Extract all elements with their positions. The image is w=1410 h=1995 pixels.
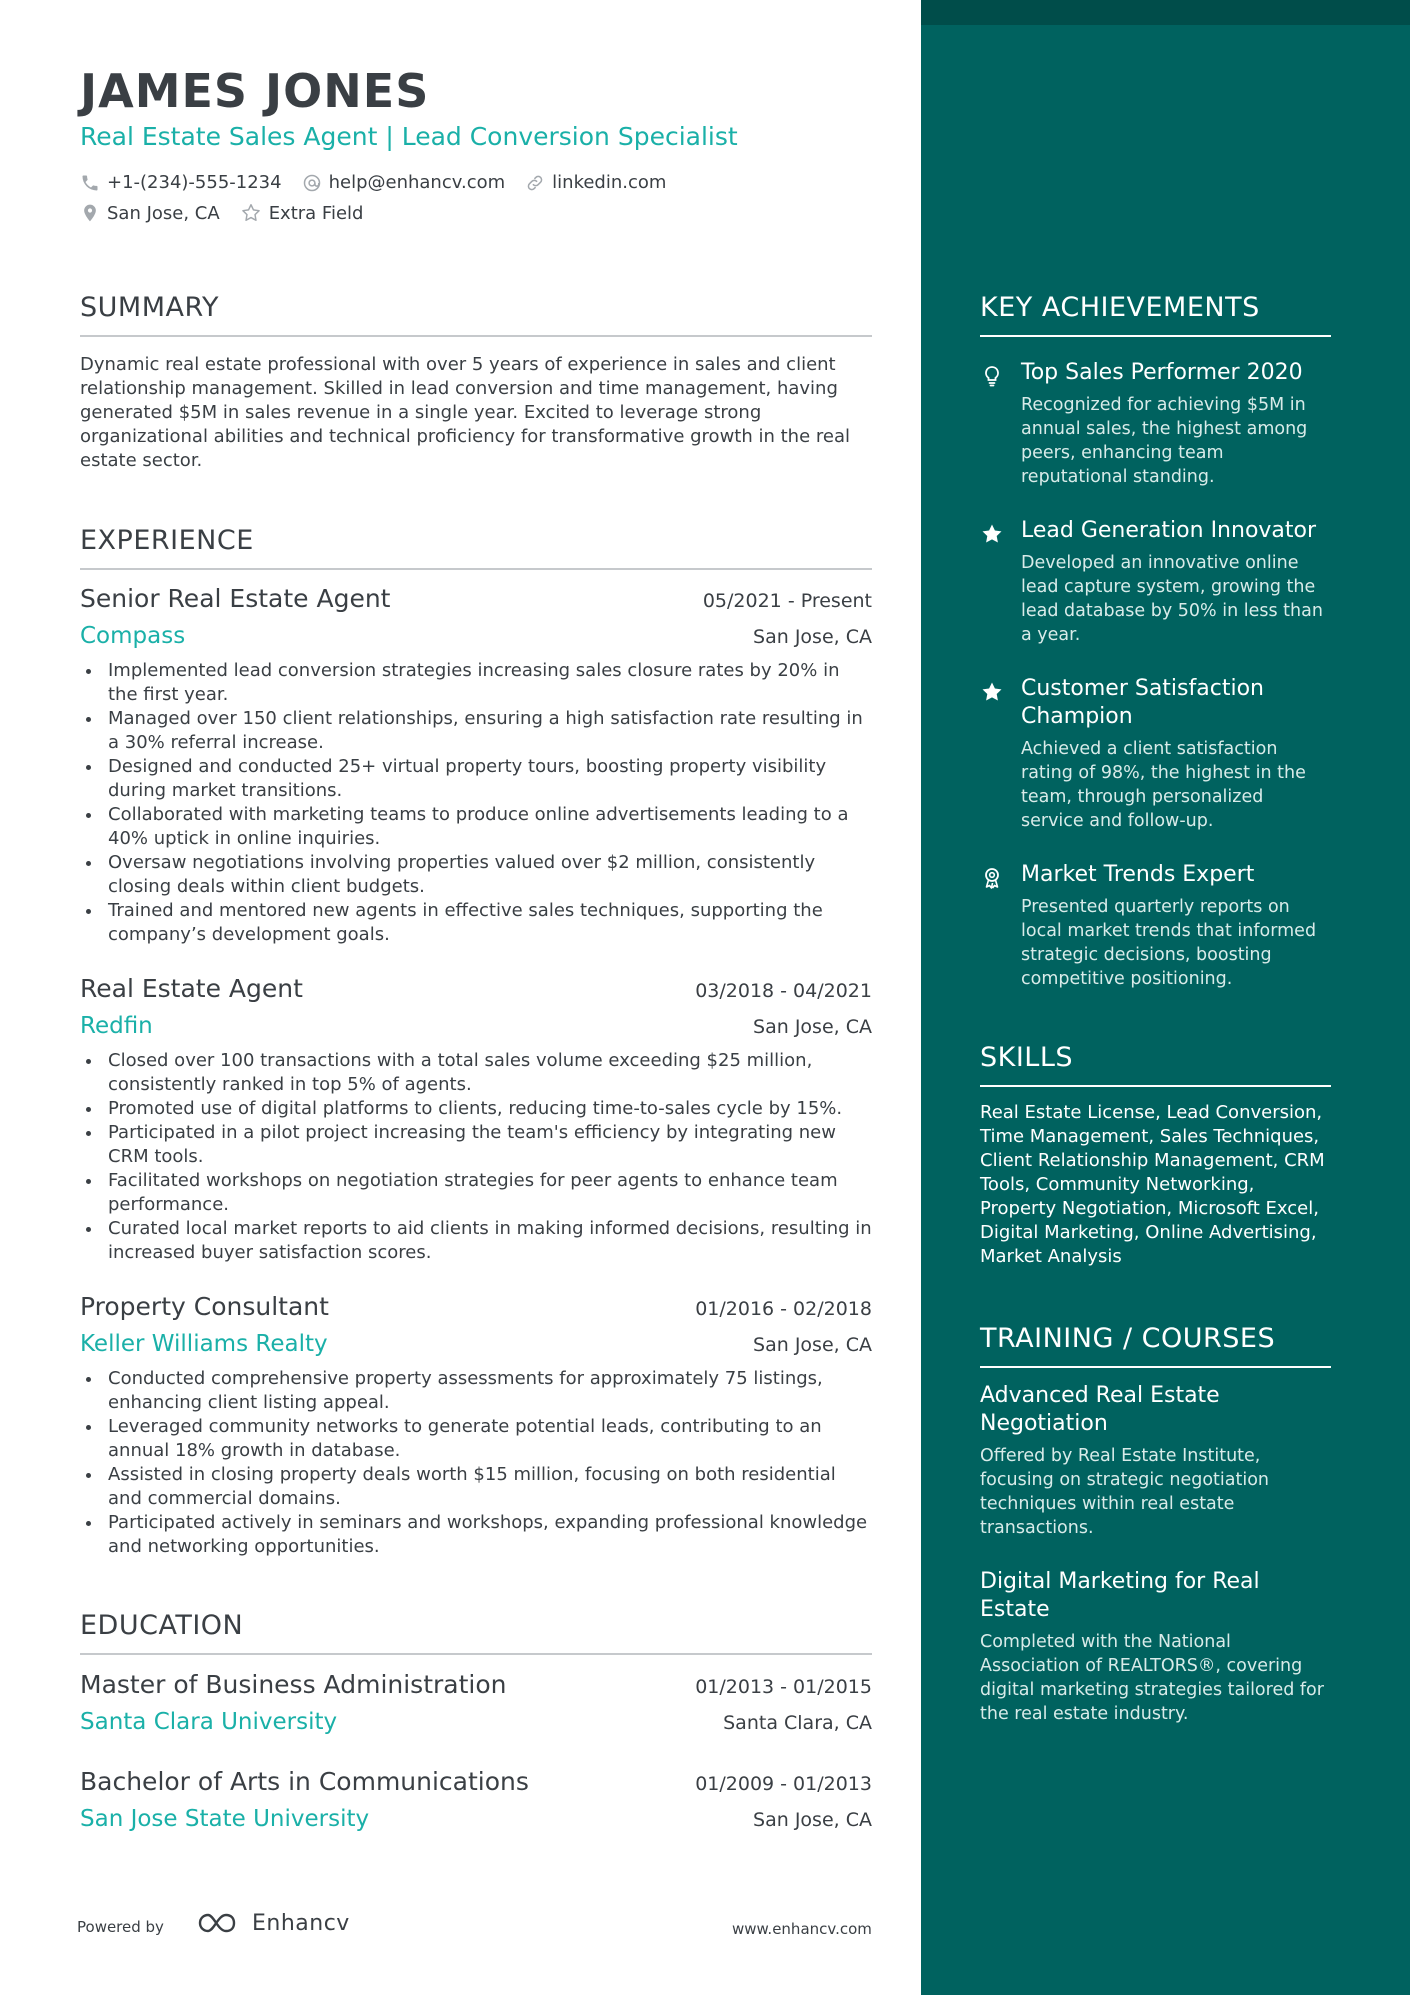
contact-extra (240, 202, 364, 224)
job-title: Property Consultant (80, 1292, 329, 1321)
achievement-desc: Presented quarterly reports on local market trends that informed strategic decisions, boosting competitive positioning. (1021, 897, 1317, 989)
contact-email[interactable] (302, 172, 506, 193)
bullet-item: Designed and conducted 25+ virtual property tours, boosting property visibility during market transitions. (80, 755, 872, 803)
course-item (980, 1568, 1331, 1726)
job-entry-1 (80, 584, 872, 947)
contact-location (80, 203, 220, 224)
star-icon (980, 680, 1004, 704)
job-title: Senior Real Estate Agent (80, 584, 391, 613)
job-company: Keller Williams Realty (80, 1331, 328, 1357)
bullet-item: Oversaw negotiations involving properties valued over $2 million, consistently closing deals within client budgets. (80, 851, 872, 899)
achievement-item (980, 675, 1331, 833)
sidebar-top-band (921, 0, 1410, 25)
job-company: Compass (80, 623, 186, 649)
job-entry-3 (80, 1292, 872, 1559)
summary-heading: SUMMARY (80, 292, 872, 337)
bullet-item: Participated in a pilot project increasing the team's efficiency by integrating new CRM tools. (80, 1121, 872, 1169)
education-entry-1 (80, 1670, 872, 1735)
skills-section (980, 1042, 1331, 1269)
footer-url[interactable]: www.enhancv.com (732, 1920, 872, 1938)
job-location: San Jose, CA (753, 1334, 872, 1356)
phone-icon (80, 173, 100, 193)
education-date: 01/2013 - 01/2015 (695, 1676, 872, 1698)
education-heading: EDUCATION (80, 1610, 872, 1655)
skills-list: Real Estate License, Lead Conversion, Time Management, Sales Techniques, Client Relationship Management, CRM Tools, Community Networking, Property Negotiation, Microsoft Excel, Digital Marketing, Online Advertising, Market Analysis (980, 1102, 1325, 1267)
candidate-headline: Real Estate Sales Agent | Lead Conversion Specialist (80, 122, 738, 151)
achievement-title: Lead Generation Innovator (1021, 518, 1317, 543)
sidebar (921, 0, 1410, 1995)
bullet-item: Promoted use of digital platforms to clients, reducing time-to-sales cycle by 15%. (80, 1097, 872, 1121)
job-date: 01/2016 - 02/2018 (695, 1298, 872, 1320)
bullet-item: Implemented lead conversion strategies increasing sales closure rates by 20% in the first year. (80, 659, 872, 707)
job-date: 05/2021 - Present (702, 590, 872, 612)
achievement-desc: Developed an innovative online lead capture system, growing the lead database by 50% in less than a year. (1021, 553, 1323, 645)
training-heading: TRAINING / COURSES (980, 1323, 1331, 1368)
course-title: Digital Marketing for Real Estate (980, 1569, 1260, 1622)
achievement-desc: Achieved a client satisfaction rating of 98%, the highest in the team, through personalized service and follow-up. (1021, 739, 1306, 831)
school-name: San Jose State University (80, 1806, 370, 1832)
achievement-title: Market Trends Expert (1021, 862, 1255, 887)
school-location: Santa Clara, CA (723, 1712, 872, 1734)
achievement-item (980, 359, 1331, 489)
bullet-item: Collaborated with marketing teams to produce online advertisements leading to a 40% uptick in online inquiries. (80, 803, 872, 851)
bullet-item: Closed over 100 transactions with a total sales volume exceeding $25 million, consistently ranked in top 5% of agents. (80, 1049, 872, 1097)
course-desc: Offered by Real Estate Institute, focusing on strategic negotiation techniques within real estate transactions. (980, 1446, 1270, 1538)
achievement-title: Customer Satisfaction Champion (1021, 676, 1264, 729)
at-icon (302, 173, 322, 193)
job-company: Redfin (80, 1013, 153, 1039)
contact-row-2 (80, 202, 383, 224)
star-outline-icon (240, 202, 262, 224)
degree-title: Bachelor of Arts in Communications (80, 1767, 529, 1796)
job-entry-2 (80, 974, 872, 1265)
achievement-item (980, 861, 1331, 991)
job-location: San Jose, CA (753, 626, 872, 648)
job-bullets (80, 659, 872, 947)
achievements-heading: KEY ACHIEVEMENTS (980, 292, 1331, 337)
achievement-desc: Recognized for achieving $5M in annual sales, the highest among peers, enhancing team reputational standing. (1021, 395, 1308, 487)
bullet-item: Leveraged community networks to generate potential leads, contributing to an annual 18% growth in database. (80, 1415, 872, 1463)
school-name: Santa Clara University (80, 1709, 338, 1735)
award-icon (980, 866, 1004, 890)
footer-powered-by: Powered by (77, 1918, 164, 1936)
skills-heading: SKILLS (980, 1042, 1331, 1087)
course-title: Advanced Real Estate Negotiation (980, 1383, 1220, 1436)
footer-logo[interactable] (196, 1910, 350, 1936)
course-desc: Completed with the National Association of REALTORS®, covering digital marketing strategies tailored for the real estate industry. (980, 1632, 1324, 1724)
email-text: help@enhancv.com (328, 172, 506, 193)
achievement-item (980, 517, 1331, 647)
link-icon (525, 173, 545, 193)
achievement-title: Top Sales Performer 2020 (1021, 360, 1303, 385)
bullet-item: Facilitated workshops on negotiation strategies for peer agents to enhance team performance. (80, 1169, 872, 1217)
phone-text: +1-(234)-555-1234 (107, 172, 282, 193)
contact-row-1 (80, 172, 686, 193)
link-text: linkedin.com (552, 172, 667, 193)
location-text: San Jose, CA (107, 202, 220, 224)
bullet-item: Assisted in closing property deals worth $15 million, focusing on both residential and commercial domains. (80, 1463, 872, 1511)
bullet-item: Participated actively in seminars and workshops, expanding professional knowledge and networking opportunities. (80, 1511, 872, 1559)
footer-brand: Enhancv (252, 1910, 350, 1936)
candidate-name: JAMES JONES (80, 64, 430, 118)
contact-link[interactable] (525, 172, 666, 193)
education-entry-2 (80, 1767, 872, 1832)
location-pin-icon (80, 203, 100, 223)
job-bullets (80, 1367, 872, 1559)
summary-text: Dynamic real estate professional with over 5 years of experience in sales and client relationship management. Skilled in lead conversion and time management, having generated $5M in sales revenue in a single year. Excited to leverage strong organizational abilities and technical proficiency for transformative growth in the real estate sector. (80, 354, 850, 471)
school-location: San Jose, CA (753, 1809, 872, 1831)
job-date: 03/2018 - 04/2021 (695, 980, 872, 1002)
enhancv-logo-icon (196, 1910, 244, 1936)
extra-text: Extra Field (268, 202, 364, 224)
bullet-item: Managed over 150 client relationships, ensuring a high satisfaction rate resulting in a 30% referral increase. (80, 707, 872, 755)
bullet-item: Conducted comprehensive property assessments for approximately 75 listings, enhancing client listing appeal. (80, 1367, 872, 1415)
bullet-item: Curated local market reports to aid clients in making informed decisions, resulting in increased buyer satisfaction scores. (80, 1217, 872, 1265)
education-date: 01/2009 - 01/2013 (695, 1773, 872, 1795)
lightbulb-icon (980, 364, 1004, 388)
job-bullets (80, 1049, 872, 1265)
training-section (980, 1323, 1331, 1754)
job-title: Real Estate Agent (80, 974, 303, 1003)
job-location: San Jose, CA (753, 1016, 872, 1038)
contact-phone[interactable] (80, 172, 282, 193)
degree-title: Master of Business Administration (80, 1670, 507, 1699)
star-icon (980, 522, 1004, 546)
course-item (980, 1382, 1331, 1540)
experience-heading: EXPERIENCE (80, 525, 872, 570)
bullet-item: Trained and mentored new agents in effective sales techniques, supporting the company’s development goals. (80, 899, 872, 947)
achievements-section (980, 292, 1331, 1019)
